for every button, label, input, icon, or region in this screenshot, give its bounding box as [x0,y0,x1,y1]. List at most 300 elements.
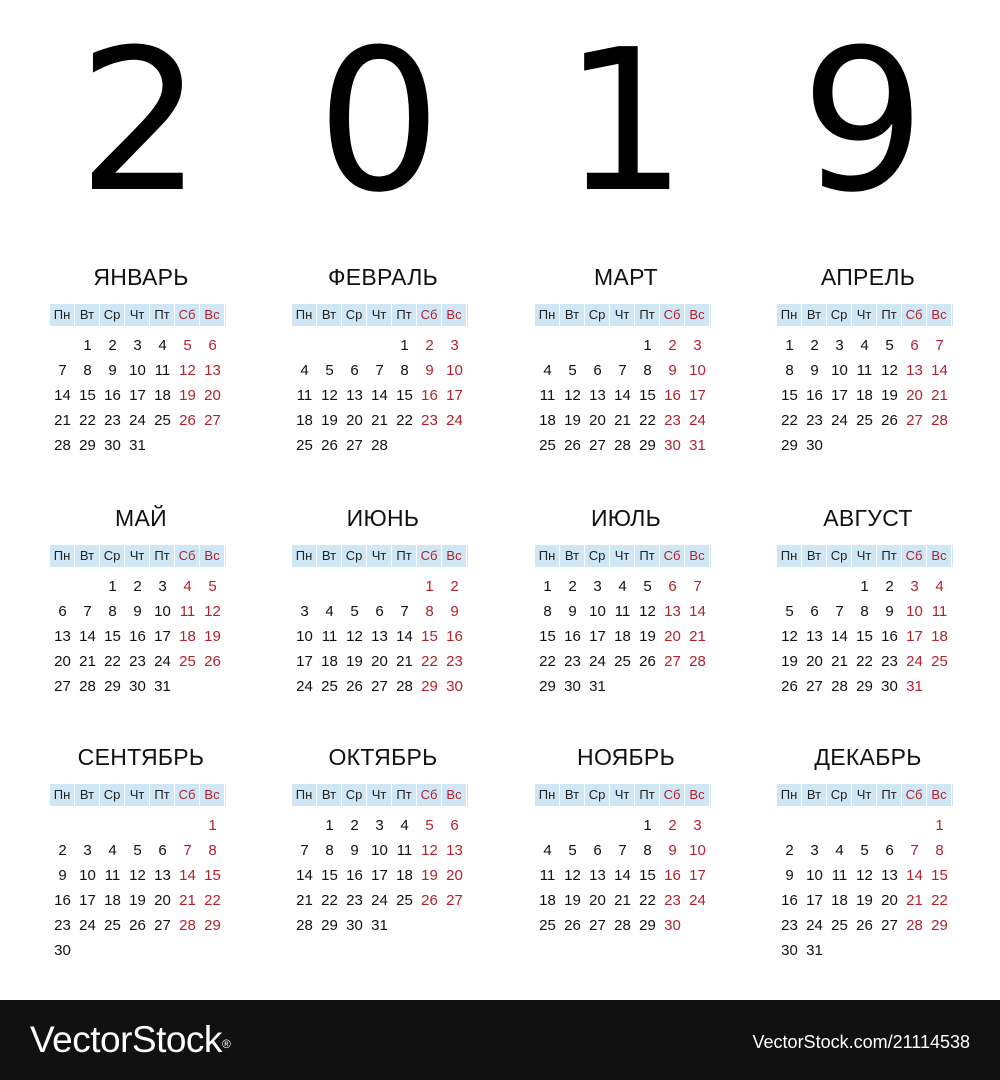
weekday-label: Вт [317,545,342,567]
day-cell: 2 [810,337,819,354]
day-cell: 25 [856,412,873,429]
day-cell: 7 [83,603,92,620]
footer-bar [0,1000,1000,1080]
day-cell: 22 [104,653,121,670]
day-cell: 21 [54,412,71,429]
day-cell: 29 [104,678,121,695]
day-cell: 29 [856,678,873,695]
day-cell: 18 [104,892,121,909]
day-cell: 14 [931,362,948,379]
day-cell: 29 [539,678,556,695]
day-cell: 2 [450,578,459,595]
day-cell: 9 [668,842,677,859]
day-cell: 5 [643,578,652,595]
day-cell: 5 [425,817,434,834]
day-cell: 10 [689,842,706,859]
month-title: ДЕКАБРЬ [814,744,922,770]
month-title: СЕНТЯБРЬ [77,744,205,770]
weekday-label: Сб [660,304,685,326]
day-cell: 21 [179,892,196,909]
year-heading [0,8,1000,236]
weekday-label: Пн [292,304,317,326]
day-cell: 16 [129,628,146,645]
weekday-header [535,304,711,326]
day-cell: 29 [421,678,438,695]
day-cell: 17 [296,653,313,670]
day-cell: 27 [371,678,388,695]
weekday-label: Пт [635,545,660,567]
day-cell: 6 [910,337,919,354]
year-digit: 2 [77,8,203,236]
day-cell: 29 [639,437,656,454]
weekday-label: Сб [902,304,927,326]
day-cell: 31 [906,678,923,695]
day-cell: 17 [446,387,463,404]
day-cell: 12 [881,362,898,379]
day-cell: 16 [446,628,463,645]
day-cell: 24 [806,917,823,934]
month-block [535,503,725,713]
day-cell: 28 [371,437,388,454]
weekday-label: Чт [125,545,150,567]
day-cell: 20 [154,892,171,909]
image-reference: VectorStock.com/21114538 [752,1032,970,1052]
day-cell: 12 [321,387,338,404]
day-cell: 2 [668,817,677,834]
weekday-label: Пн [535,545,560,567]
day-cell: 12 [129,867,146,884]
weekday-header [777,545,953,567]
weekday-label: Ср [100,784,125,806]
month-block [292,742,482,952]
day-cell: 29 [931,917,948,934]
day-cell: 2 [785,842,794,859]
day-cell: 22 [931,892,948,909]
day-cell: 13 [371,628,388,645]
weekday-label: Вс [442,545,467,567]
weekday-label: Сб [175,545,200,567]
day-cell: 18 [179,628,196,645]
day-cell: 9 [450,603,459,620]
weekday-label: Ср [100,304,125,326]
day-cell: 2 [350,817,359,834]
day-cell: 15 [931,867,948,884]
day-cell: 1 [83,337,92,354]
day-cell: 19 [346,653,363,670]
day-cell: 11 [179,603,196,620]
day-cell: 28 [614,917,631,934]
day-cell: 6 [158,842,167,859]
day-cell: 22 [396,412,413,429]
weekday-header [50,784,226,806]
day-cell: 16 [564,628,581,645]
day-cell: 6 [593,362,602,379]
day-cell: 4 [618,578,627,595]
weekday-label: Пн [50,545,75,567]
day-cell: 18 [856,387,873,404]
weekday-label: Пт [392,784,417,806]
weekday-label: Вт [560,545,585,567]
day-cell: 7 [835,603,844,620]
weekday-label: Ср [342,545,367,567]
day-cell: 30 [129,678,146,695]
day-cell: 4 [860,337,869,354]
day-cell: 30 [54,942,71,959]
day-cell: 18 [539,892,556,909]
day-cell: 17 [589,628,606,645]
day-cell: 4 [325,603,334,620]
day-cell: 16 [346,867,363,884]
weekday-label: Пн [777,304,802,326]
day-cell: 15 [204,867,221,884]
day-cell: 26 [639,653,656,670]
day-cell: 10 [831,362,848,379]
weekday-label: Вт [560,304,585,326]
day-cell: 22 [856,653,873,670]
year-digit: 9 [800,8,926,236]
weekday-label: Вс [685,304,710,326]
weekday-label: Сб [175,304,200,326]
month-block [777,262,967,472]
weekday-label: Ср [100,545,125,567]
day-cell: 11 [154,362,171,379]
weekday-label: Сб [660,784,685,806]
day-cell: 8 [543,603,552,620]
day-cell: 31 [806,942,823,959]
day-cell: 10 [371,842,388,859]
day-cell: 2 [885,578,894,595]
day-cell: 13 [664,603,681,620]
weekday-label: Ср [827,784,852,806]
day-cell: 7 [183,842,192,859]
day-cell: 19 [179,387,196,404]
day-cell: 26 [856,917,873,934]
day-cell: 27 [589,437,606,454]
weekday-label: Пн [50,784,75,806]
weekday-label: Пт [635,784,660,806]
day-cell: 28 [906,917,923,934]
day-cell: 11 [931,603,948,620]
day-cell: 4 [158,337,167,354]
weekday-label: Вт [317,304,342,326]
day-cell: 3 [810,842,819,859]
day-cell: 5 [133,842,142,859]
day-cell: 23 [421,412,438,429]
day-cell: 7 [618,362,627,379]
day-cell: 22 [79,412,96,429]
day-cell: 6 [450,817,459,834]
day-cell: 23 [346,892,363,909]
day-cell: 23 [104,412,121,429]
day-cell: 2 [425,337,434,354]
day-cell: 2 [108,337,117,354]
weekday-label: Сб [417,304,442,326]
day-cell: 29 [79,437,96,454]
weekday-label: Пт [877,545,902,567]
day-cell: 30 [446,678,463,695]
day-cell: 10 [79,867,96,884]
weekday-label: Чт [367,545,392,567]
day-cell: 12 [564,867,581,884]
day-cell: 20 [371,653,388,670]
day-cell: 26 [781,678,798,695]
day-cell: 17 [906,628,923,645]
day-cell: 18 [321,653,338,670]
day-cell: 28 [396,678,413,695]
day-cell: 9 [350,842,359,859]
day-cell: 24 [689,892,706,909]
day-cell: 30 [664,437,681,454]
day-cell: 19 [321,412,338,429]
day-cell: 1 [425,578,434,595]
day-cell: 4 [935,578,944,595]
weekday-label: Пн [292,784,317,806]
day-cell: 2 [58,842,67,859]
month-block [50,742,240,959]
day-cell: 5 [350,603,359,620]
day-cell: 8 [108,603,117,620]
day-cell: 25 [931,653,948,670]
weekday-label: Вс [200,784,225,806]
day-cell: 7 [693,578,702,595]
day-cell: 9 [108,362,117,379]
day-cell: 8 [425,603,434,620]
day-cell: 13 [589,867,606,884]
weekday-label: Сб [902,545,927,567]
day-cell: 26 [421,892,438,909]
day-cell: 17 [154,628,171,645]
weekday-header [777,304,953,326]
day-cell: 23 [664,412,681,429]
day-cell: 11 [104,867,121,884]
day-cell: 7 [400,603,409,620]
day-cell: 28 [931,412,948,429]
day-cell: 1 [543,578,552,595]
day-cell: 11 [296,387,313,404]
day-cell: 20 [589,892,606,909]
day-cell: 2 [568,578,577,595]
day-cell: 24 [129,412,146,429]
day-cell: 5 [183,337,192,354]
day-cell: 1 [643,817,652,834]
day-cell: 15 [781,387,798,404]
day-cell: 4 [400,817,409,834]
day-cell: 29 [204,917,221,934]
day-cell: 12 [564,387,581,404]
day-cell: 14 [79,628,96,645]
day-cell: 17 [806,892,823,909]
month-block [50,262,240,472]
day-cell: 5 [885,337,894,354]
day-cell: 24 [296,678,313,695]
day-cell: 19 [781,653,798,670]
weekday-label: Вс [685,784,710,806]
day-cell: 20 [881,892,898,909]
day-cell: 9 [885,603,894,620]
day-cell: 19 [881,387,898,404]
day-cell: 13 [204,362,221,379]
day-cell: 23 [781,917,798,934]
month-block [292,262,482,472]
month-block [292,503,482,713]
weekday-label: Вс [442,304,467,326]
day-cell: 8 [643,362,652,379]
day-cell: 25 [539,917,556,934]
weekday-label: Пт [150,545,175,567]
month-block [777,503,967,713]
weekday-label: Чт [852,304,877,326]
day-cell: 16 [781,892,798,909]
day-cell: 20 [906,387,923,404]
day-cell: 18 [154,387,171,404]
day-cell: 30 [664,917,681,934]
weekday-label: Чт [125,784,150,806]
month-title: ФЕВРАЛЬ [327,264,439,290]
day-cell: 21 [831,653,848,670]
day-cell: 29 [639,917,656,934]
month-title: ИЮЛЬ [590,505,662,531]
weekday-label: Вс [927,784,952,806]
day-cell: 30 [781,942,798,959]
weekday-label: Вс [200,304,225,326]
day-cell: 24 [154,653,171,670]
weekday-label: Вт [75,304,100,326]
day-cell: 12 [856,867,873,884]
day-cell: 20 [664,628,681,645]
day-cell: 4 [835,842,844,859]
day-cell: 12 [639,603,656,620]
day-cell: 1 [935,817,944,834]
day-cell: 9 [568,603,577,620]
day-cell: 14 [296,867,313,884]
weekday-label: Сб [417,545,442,567]
day-cell: 8 [208,842,217,859]
day-cell: 24 [589,653,606,670]
day-cell: 23 [564,653,581,670]
weekday-label: Пт [877,784,902,806]
day-cell: 6 [58,603,67,620]
day-cell: 28 [296,917,313,934]
day-cell: 7 [618,842,627,859]
day-cell: 3 [910,578,919,595]
weekday-label: Чт [367,304,392,326]
day-cell: 22 [539,653,556,670]
day-cell: 26 [179,412,196,429]
day-cell: 9 [58,867,67,884]
weekday-label: Сб [902,784,927,806]
day-cell: 5 [785,603,794,620]
weekday-label: Вт [802,304,827,326]
day-cell: 16 [421,387,438,404]
day-cell: 26 [321,437,338,454]
weekday-label: Чт [852,784,877,806]
day-cell: 17 [129,387,146,404]
day-cell: 23 [664,892,681,909]
day-cell: 26 [564,437,581,454]
day-cell: 7 [58,362,67,379]
day-cell: 27 [154,917,171,934]
day-cell: 11 [856,362,873,379]
day-cell: 25 [154,412,171,429]
day-cell: 4 [543,362,552,379]
vectorstock-logo [30,1016,230,1064]
day-cell: 8 [325,842,334,859]
day-cell: 7 [935,337,944,354]
day-cell: 27 [54,678,71,695]
weekday-label: Ср [827,304,852,326]
month-title: АПРЕЛЬ [820,264,916,290]
weekday-label: Пт [635,304,660,326]
day-cell: 3 [300,603,309,620]
day-cell: 22 [421,653,438,670]
day-cell: 13 [806,628,823,645]
day-cell: 1 [643,337,652,354]
day-cell: 15 [396,387,413,404]
day-cell: 26 [204,653,221,670]
day-cell: 22 [781,412,798,429]
day-cell: 30 [564,678,581,695]
day-cell: 15 [539,628,556,645]
day-cell: 1 [208,817,217,834]
weekday-label: Вс [442,784,467,806]
day-cell: 14 [371,387,388,404]
day-cell: 24 [831,412,848,429]
day-cell: 13 [906,362,923,379]
day-cell: 15 [639,867,656,884]
month-block [777,742,967,959]
day-cell: 6 [668,578,677,595]
day-cell: 1 [325,817,334,834]
day-cell: 25 [179,653,196,670]
day-cell: 30 [806,437,823,454]
weekday-label: Чт [125,304,150,326]
day-cell: 23 [54,917,71,934]
day-cell: 9 [810,362,819,379]
day-cell: 6 [885,842,894,859]
day-cell: 21 [396,653,413,670]
weekday-label: Пт [392,304,417,326]
weekday-label: Пн [292,545,317,567]
day-cell: 6 [350,362,359,379]
day-cell: 27 [664,653,681,670]
weekday-header [50,545,226,567]
day-cell: 12 [421,842,438,859]
day-cell: 4 [108,842,117,859]
weekday-header [777,784,953,806]
day-cell: 5 [325,362,334,379]
day-cell: 24 [79,917,96,934]
day-cell: 8 [785,362,794,379]
day-cell: 25 [614,653,631,670]
day-cell: 3 [83,842,92,859]
day-cell: 12 [346,628,363,645]
day-cell: 14 [831,628,848,645]
day-cell: 15 [104,628,121,645]
weekday-label: Сб [175,784,200,806]
day-cell: 11 [831,867,848,884]
weekday-label: Вс [685,545,710,567]
day-cell: 15 [421,628,438,645]
month-block [535,742,725,952]
day-cell: 30 [881,678,898,695]
day-cell: 28 [79,678,96,695]
weekday-label: Ср [585,545,610,567]
day-cell: 21 [371,412,388,429]
day-cell: 13 [881,867,898,884]
weekday-label: Вт [802,784,827,806]
day-cell: 25 [321,678,338,695]
day-cell: 17 [79,892,96,909]
